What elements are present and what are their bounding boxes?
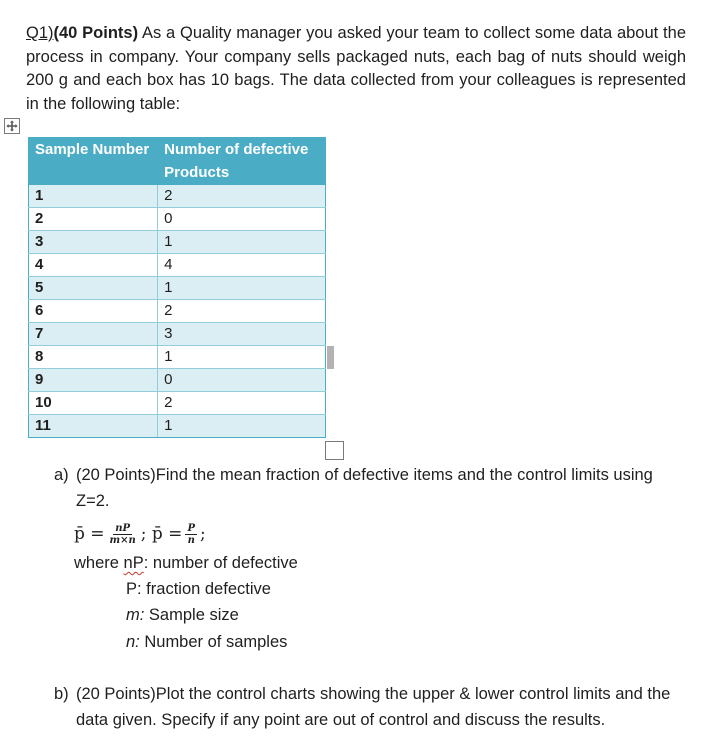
table-row — [29, 254, 326, 277]
np-term: nP — [123, 554, 144, 572]
where-prefix: where — [74, 554, 124, 572]
table-row — [29, 277, 326, 300]
sample-number-cell: 4 — [29, 254, 158, 277]
question-text: As a Quality manager you asked your team to collect some data about the process in company. Your company sells packaged nuts, each bag of nuts should weigh 200 g and each box has 10 bags. The data collected from your colleagues is represented in the following table: — [26, 24, 686, 113]
fraction-2-numerator: P — [187, 522, 195, 534]
defects-table — [28, 137, 326, 438]
header-defective-products: Number of defective Products — [158, 138, 326, 185]
p-desc: : fraction defective — [137, 580, 271, 598]
sample-number-cell: 11 — [29, 415, 158, 438]
m-desc: Sample size — [144, 606, 239, 624]
table-resize-handle[interactable] — [325, 441, 344, 460]
n-desc: Number of samples — [139, 633, 288, 651]
sample-number-cell: 5 — [29, 277, 158, 300]
sample-number-cell: 2 — [29, 208, 158, 231]
part-a-label: a) — [54, 466, 69, 484]
defective-count-cell: 1 — [158, 346, 326, 369]
question-paragraph — [26, 22, 686, 116]
m-term: m: — [126, 606, 145, 624]
sample-number-cell: 8 — [29, 346, 158, 369]
definition-np — [74, 550, 298, 576]
formula — [74, 516, 206, 552]
sample-number-cell: 9 — [29, 369, 158, 392]
formula-fraction-2 — [185, 523, 197, 546]
defective-count-cell: 4 — [158, 254, 326, 277]
defective-count-cell: 2 — [158, 392, 326, 415]
defective-count-cell: 0 — [158, 369, 326, 392]
header-sample-number: Sample Number — [29, 138, 158, 185]
fraction-2-denominator: n — [187, 534, 195, 546]
part-a — [54, 462, 694, 514]
formula-separator: ; p̄ = — [140, 524, 183, 544]
table-row — [29, 346, 326, 369]
fraction-1-denominator: m×n — [109, 534, 136, 546]
table-row — [29, 208, 326, 231]
defective-count-cell: 1 — [158, 277, 326, 300]
table-move-handle-icon[interactable] — [4, 118, 20, 134]
part-b-label: b) — [54, 685, 69, 703]
fraction-1-numerator: nP — [115, 522, 131, 534]
question-points: (40 Points) — [53, 24, 139, 42]
sample-number-cell: 7 — [29, 323, 158, 346]
table-row — [29, 415, 326, 438]
defective-count-cell: 2 — [158, 300, 326, 323]
part-b — [54, 681, 694, 733]
sample-number-cell: 1 — [29, 185, 158, 208]
formula-lhs: p̄ = — [74, 524, 105, 544]
part-b-text: (20 Points)Plot the control charts showing the upper & lower control limits and the data given. Specify if any point are out of control and discuss the results. — [76, 685, 671, 729]
sample-number-cell: 3 — [29, 231, 158, 254]
question-number: Q1) — [26, 24, 54, 42]
table-row — [29, 369, 326, 392]
np-desc: : number of defective — [143, 554, 298, 572]
formula-fraction-1 — [108, 523, 138, 546]
definition-n — [126, 629, 287, 655]
p-term: P — [126, 580, 138, 598]
row-selection-handle[interactable] — [327, 346, 334, 369]
table-row — [29, 300, 326, 323]
defective-count-cell: 1 — [158, 231, 326, 254]
definition-m — [126, 602, 239, 628]
table-header-row — [29, 138, 326, 185]
n-term: n: — [126, 633, 140, 651]
definition-p — [126, 576, 271, 602]
table-row — [29, 185, 326, 208]
formula-end: ; — [199, 524, 206, 544]
defective-count-cell: 3 — [158, 323, 326, 346]
sample-number-cell: 6 — [29, 300, 158, 323]
part-a-text: (20 Points)Find the mean fraction of defective items and the control limits using Z=2. — [76, 466, 653, 510]
table-row — [29, 231, 326, 254]
sample-number-cell: 10 — [29, 392, 158, 415]
table-row — [29, 323, 326, 346]
table-row — [29, 392, 326, 415]
defective-count-cell: 0 — [158, 208, 326, 231]
defective-count-cell: 2 — [158, 185, 326, 208]
defective-count-cell: 1 — [158, 415, 326, 438]
